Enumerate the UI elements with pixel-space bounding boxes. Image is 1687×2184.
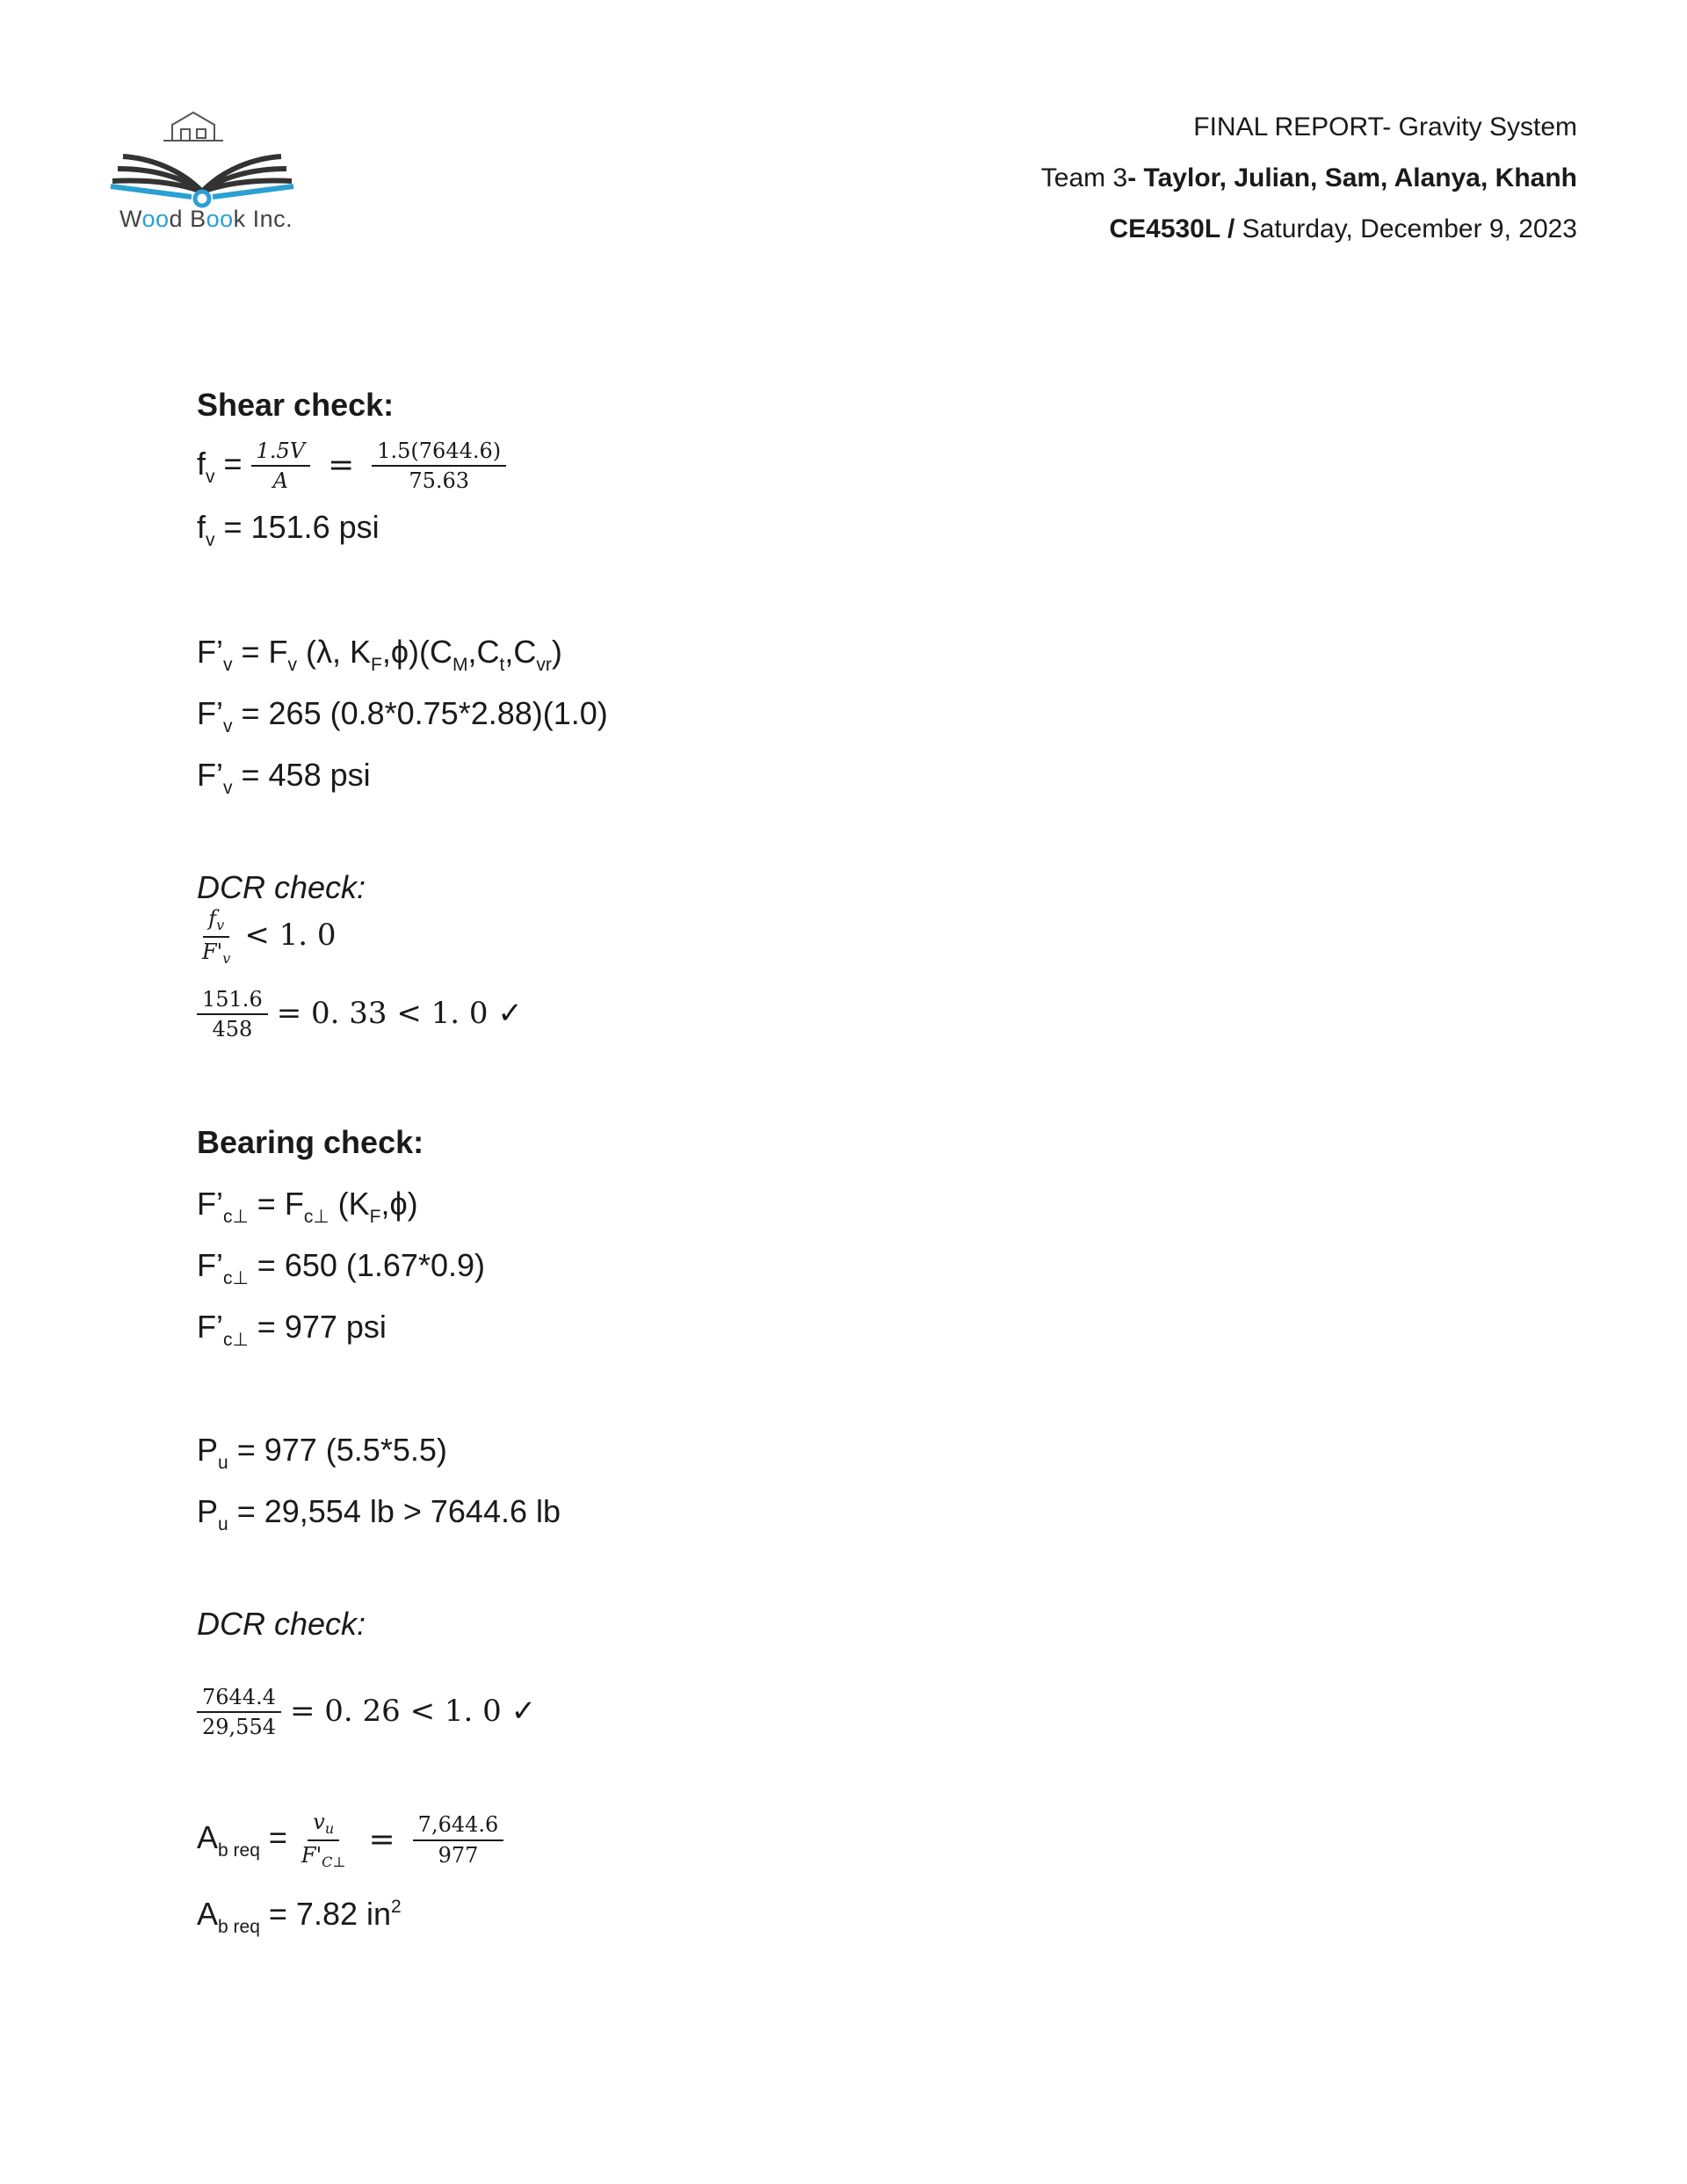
Pu-calc: $P_u = 977$ (5.5*5.5)	[197, 1432, 447, 1473]
Pu-result: $P_u = 29,554$ lb > 7644.6 lb	[197, 1493, 561, 1535]
Fc-result: $F’_{c\perp} = 977$ psi	[197, 1309, 387, 1350]
shear-dcr-inequality: $\frac{f_v}{F'_v}$ < 1. 0	[202, 906, 337, 967]
Fv-result: $F’_v = 458$ psi	[197, 757, 371, 798]
Fv-formula: $F’_v = F_v$ (λ, $K_F,\phi)(C_M,C_t,C_{vr})$	[197, 634, 562, 675]
Fv-calc: $F’_v = 265$ (0.8*0.75*2.88)(1.0)	[197, 695, 608, 736]
shear-dcr-result: $\frac{151.6}{458}$ = 0. 33 < 1. 0 ✓	[197, 988, 523, 1041]
bearing-dcr-heading: DCR check:	[197, 1606, 366, 1642]
shear-dcr-heading: DCR check:	[197, 869, 366, 905]
bearing-dcr-result: $\frac{7644.4}{29,554}$ = 0. 26 < 1. 0 ✓	[197, 1686, 536, 1739]
Ab-result: $A_{b req} = 7.82$ $in^2$	[197, 1896, 402, 1937]
Ab-formula: $A_{b req}$ = $\frac{v_u}{F'_{C\perp}}$ = $\frac{7,644.6}{977}$	[197, 1810, 503, 1869]
report-title: FINAL REPORT- Gravity System	[1193, 112, 1577, 141]
Fc-calc: $F’_{c\perp} = 650$ (1.67*0.9)	[197, 1247, 485, 1288]
fv-formula: $f_v$ = $\frac{1.5V}{A}$ = $\frac{1.5(7644.6)}{75.63}$	[197, 439, 506, 493]
course-date-line: CE4530L / Saturday, December 9, 2023	[1109, 214, 1577, 243]
shear-heading: Shear check:	[197, 387, 395, 423]
fv-result: $f_v = 151.6$ psi	[197, 509, 380, 550]
team-line: Team 3- Taylor, Julian, Sam, Alanya, Khanh	[1040, 163, 1577, 192]
bearing-heading: Bearing check:	[197, 1124, 424, 1160]
brand-name: Wood Book Inc.	[119, 206, 293, 232]
Fc-formula: $F’_{c\perp} = F_{c\perp}$ $(K_F,\phi)$	[197, 1186, 418, 1227]
